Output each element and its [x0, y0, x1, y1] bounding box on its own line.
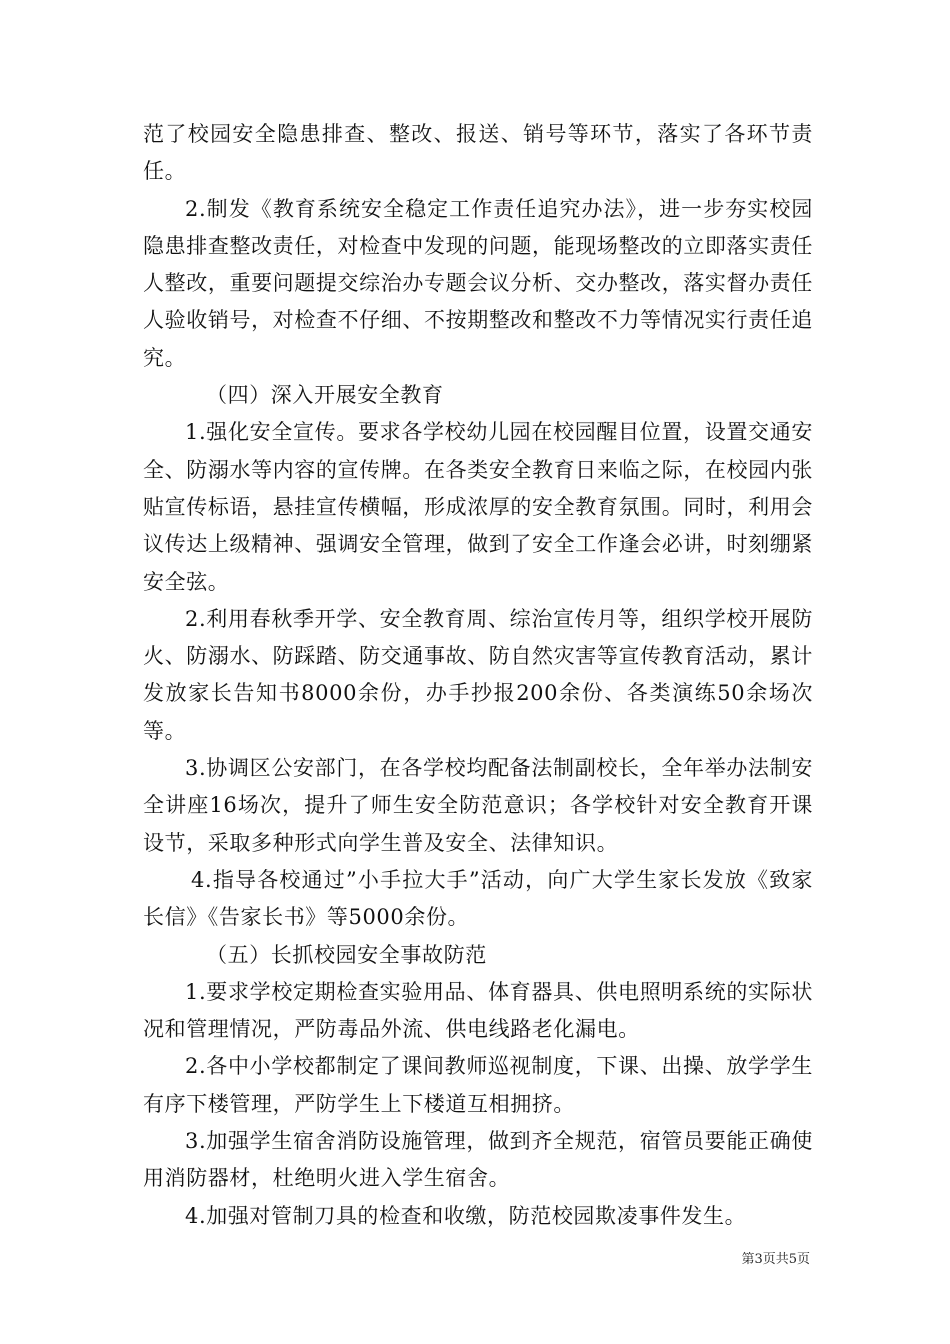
document-body — [143, 116, 813, 1235]
paragraph-item: 4.加强对管制刀具的检查和收缴，防范校园欺凌事件发生。 — [185, 1203, 747, 1228]
paragraph-item: 2.利用春秋季开学、安全教育周、综治宣传月等，组织学校开展防火、防溺水、防踩踏、防交通事故、防自然灾害等宣传教育活动，累计发放家长告知书8000余份，办手抄报200余份、各类演练50余场次等。 — [143, 606, 813, 743]
paragraph-item: 2.各中小学校都制定了课间教师巡视制度，下课、出操、放学学生有序下楼管理，严防学生上下楼道互相拥挤。 — [143, 1054, 813, 1116]
paragraph-item: 2.制发《教育系统安全稳定工作责任追究办法》，进一步夯实校园隐患排查整改责任，对检查中发现的问题，能现场整改的立即落实责任人整改，重要问题提交综治办专题会议分析、交办整改，落实督办责任人验收销号，对检查不仔细、不按期整改和整改不力等情况实行责任追究。 — [143, 196, 813, 370]
paragraph-item: 1.要求学校定期检查实验用品、体育器具、供电照明系统的实际状况和管理情况，严防毒品外流、供电线路老化漏电。 — [143, 979, 813, 1042]
section-heading-4: （四）深入开展安全教育 — [206, 383, 444, 408]
page-number: 第3页共5页 — [741, 1252, 810, 1267]
paragraph-item: 1.强化安全宣传。要求各学校幼儿园在校园醒目位置，设置交通安全、防溺水等内容的宣传牌。在各类安全教育日来临之际，在校园内张贴宣传标语，悬挂宣传横幅，形成浓厚的安全教育氛围。同时，利用会议传达上级精神、强调安全管理，做到了安全工作逢会必讲，时刻绷紧安全弦。 — [143, 420, 813, 594]
paragraph-item: 4.指导各校通过”小手拉大手”活动，向广大学生家长发放《致家长信》《告家长书》等5000余份。 — [143, 867, 813, 930]
paragraph-item: 3.协调区公安部门，在各学校均配备法制副校长，全年举办法制安全讲座16场次，提升了师生安全防范意识；各学校针对安全教育开课设节，采取多种形式向学生普及安全、法律知识。 — [143, 756, 813, 855]
paragraph-continuation: 范了校园安全隐患排查、整改、报送、销号等环节，落实了各环节责任。 — [143, 122, 813, 184]
section-heading-5: （五）长抓校园安全事故防范 — [206, 942, 487, 967]
paragraph-item: 3.加强学生宿舍消防设施管理，做到齐全规范，宿管员要能正确使用消防器材，杜绝明火进入学生宿舍。 — [143, 1129, 813, 1191]
